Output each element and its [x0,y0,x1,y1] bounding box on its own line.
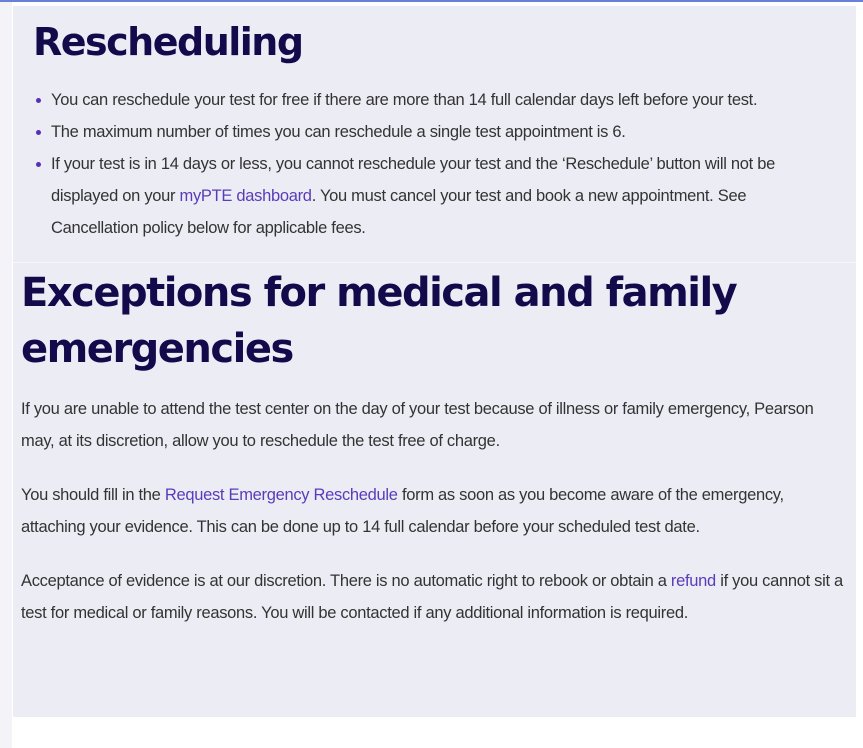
rescheduling-list [33,84,836,244]
left-gutter [0,2,12,748]
list-item-text: You can reschedule your test for free if there are more than 14 full calendar days left before your test. [51,91,758,109]
list-item [51,116,836,148]
paragraph-text: Acceptance of evidence is at our discretion. There is no automatic right to rebook or obtain a [21,572,671,590]
paragraph-text: You should fill in the [21,486,165,504]
list-item-text: . You must cancel your test and book a new appointment. See Cancellation policy below for applicable fees. [51,187,747,237]
rescheduling-heading: Rescheduling [33,20,303,64]
paragraph-text: If you are unable to attend the test center on the day of your test because of illness or family emergency, Pearson may, at its discretion, allow you to reschedule the test free of charge. [21,400,814,450]
paragraph-unable-to-attend [21,393,848,457]
list-item [51,148,836,244]
exceptions-section [13,263,856,717]
refund-link[interactable]: refund [670,572,716,590]
mypte-dashboard-link[interactable]: myPTE dashboard [179,187,312,205]
paragraph-text: if you cannot sit a test for medical or family reasons. You will be contacted if any additional information is required. [21,572,843,622]
paragraph-request-form [21,479,848,543]
paragraph-text: form as soon as you become aware of the emergency, attaching your evidence. This can be done up to 14 full calendar before your scheduled test date. [21,486,784,536]
content-panel [13,6,856,717]
list-item-text: The maximum number of times you can reschedule a single test appointment is 6. [51,123,626,141]
list-item-text: If your test is in 14 days or less, you cannot reschedule your test and the ‘Reschedule’ button will not be displayed on your [51,155,775,205]
list-item [51,84,836,116]
paragraph-acceptance [21,565,848,629]
rescheduling-section [13,6,856,263]
request-emergency-reschedule-link[interactable]: Request Emergency Reschedule [164,486,398,504]
exceptions-heading: Exceptions for medical and family emergencies [21,270,737,372]
top-border [0,0,863,2]
